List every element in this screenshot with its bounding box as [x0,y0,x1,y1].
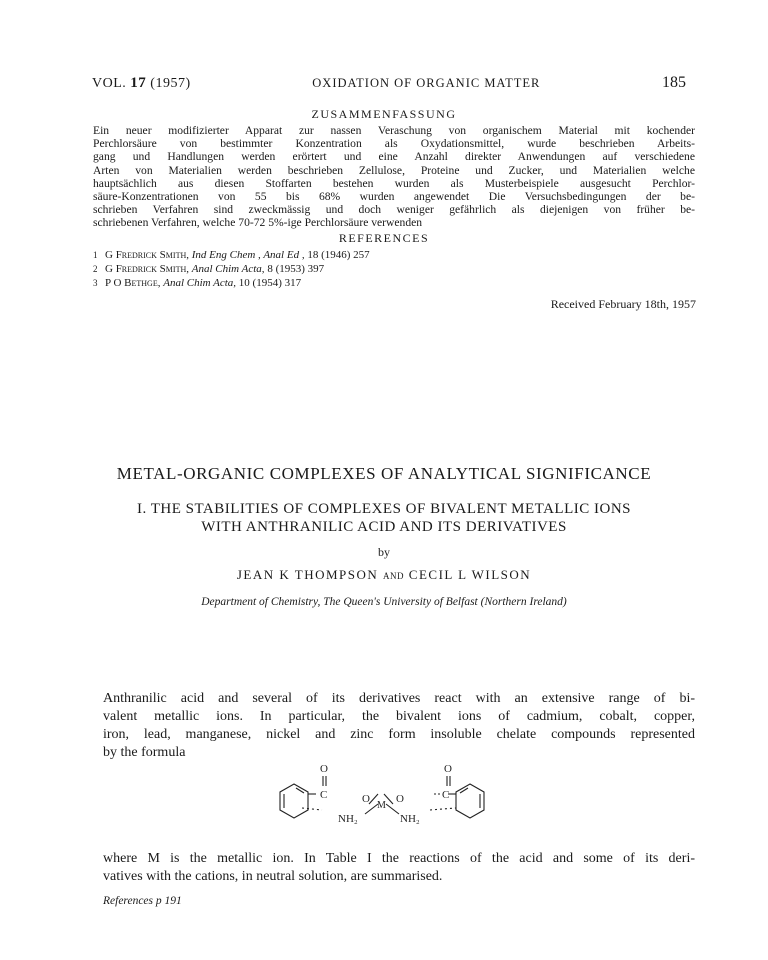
references-heading: REFERENCES [338,231,430,245]
summary-line: Perchlorsäure von bestimmter Konzentration als Oxydationsmittel, wurde beschrieben Arbeits- [93,137,695,151]
summary-line: Arten von Materialien werden beschrieben Zellulose, Proteine und Zucker, und Materialien welche [93,163,695,177]
formula-amine: NH₂ [400,813,420,825]
article-subtitle: I. THE STABILITIES OF COMPLEXES OF BIVALENT METALLIC IONS WITH ANTHRANILIC ACID AND ITS DERIVATIVES [136,501,632,535]
formula-atom: C [320,789,328,801]
summary-line: schriebenen Verfahren, welche 70-72 5%-ige Perchlorsäure verwenden [93,216,423,230]
summary-line: schrieben Verfahren sind zweckmässig und doch weniger gefährlich als diejenigen von früher be- [93,203,695,217]
received-date: Received February 18th, 1957 [550,297,696,311]
byline-by: by [378,545,390,559]
formula-atom: O [320,763,328,775]
page-number: 185 [662,74,686,91]
affiliation: Department of Chemistry, The Queen's University of Belfast (Northern Ireland) [201,596,567,608]
article-title: METAL-ORGANIC COMPLEXES OF ANALYTICAL SIGNIFICANCE [116,464,652,483]
author-name: JEAN K THOMPSON [236,567,379,582]
summary-text [93,124,695,230]
body-paragraph: Anthranilic acid and several of its derivatives react with an extensive range of bi- valent metallic ions. In particular, the bivalent ions of cadmium, cobalt, copper, iron, lead, manganese, nickel and zinc form insoluble chelate compounds represented by the formula [103,691,695,760]
summary-line: hauptsächlich aus diesen Stoffarten bestehen wurden als Musterbeispiele ausgesucht Perchlor- [93,176,695,190]
summary-line: Ein neuer modifizierter Apparat zur nassen Veraschung von organischem Material mit kochender [93,124,695,137]
references-list [93,248,370,290]
reference-item: 3 P O Bethge, Anal Chim Acta, 10 (1954) 317 [93,277,302,289]
chelate-structural-formula [262,762,502,840]
running-head [92,74,686,92]
running-title: OXIDATION OF ORGANIC MATTER [312,76,541,90]
summary-heading: ZUSAMMENFASSUNG [311,107,457,121]
formula-atom: O [396,793,404,805]
author-list [0,567,768,583]
author-conjunction: AND [383,571,405,581]
references-footnote: References p 191 [103,895,182,907]
summary-line: gang und Handlungen werden erörtert und eine Anzahl direkter Anwendungen auf verschiedene [93,150,695,164]
author-name: CECIL L WILSON [408,567,532,582]
formula-amine: NH₂ [338,813,358,825]
reference-item: 1 G Fredrick Smith, Ind Eng Chem , Anal Ed , 18 (1946) 257 [93,249,370,261]
reference-item: 2 G Fredrick Smith, Anal Chim Acta, 8 (1953) 397 [93,263,325,275]
body-paragraph: where M is the metallic ion. In Table I the reactions of the acid and some of its deri- vatives with the cations, in neutral solution, are summarised. [103,851,695,884]
volume-label: VOL. 17 (1957) [92,75,191,91]
formula-atom: O [444,763,452,775]
formula-atom: C [442,789,450,801]
formula-atom: O [362,793,370,805]
formula-metal: M [377,800,386,811]
summary-line: säure-Konzentrationen von 55 bis 68% wurden angewendet Die Versuchsbedingungen der be- [93,190,695,204]
